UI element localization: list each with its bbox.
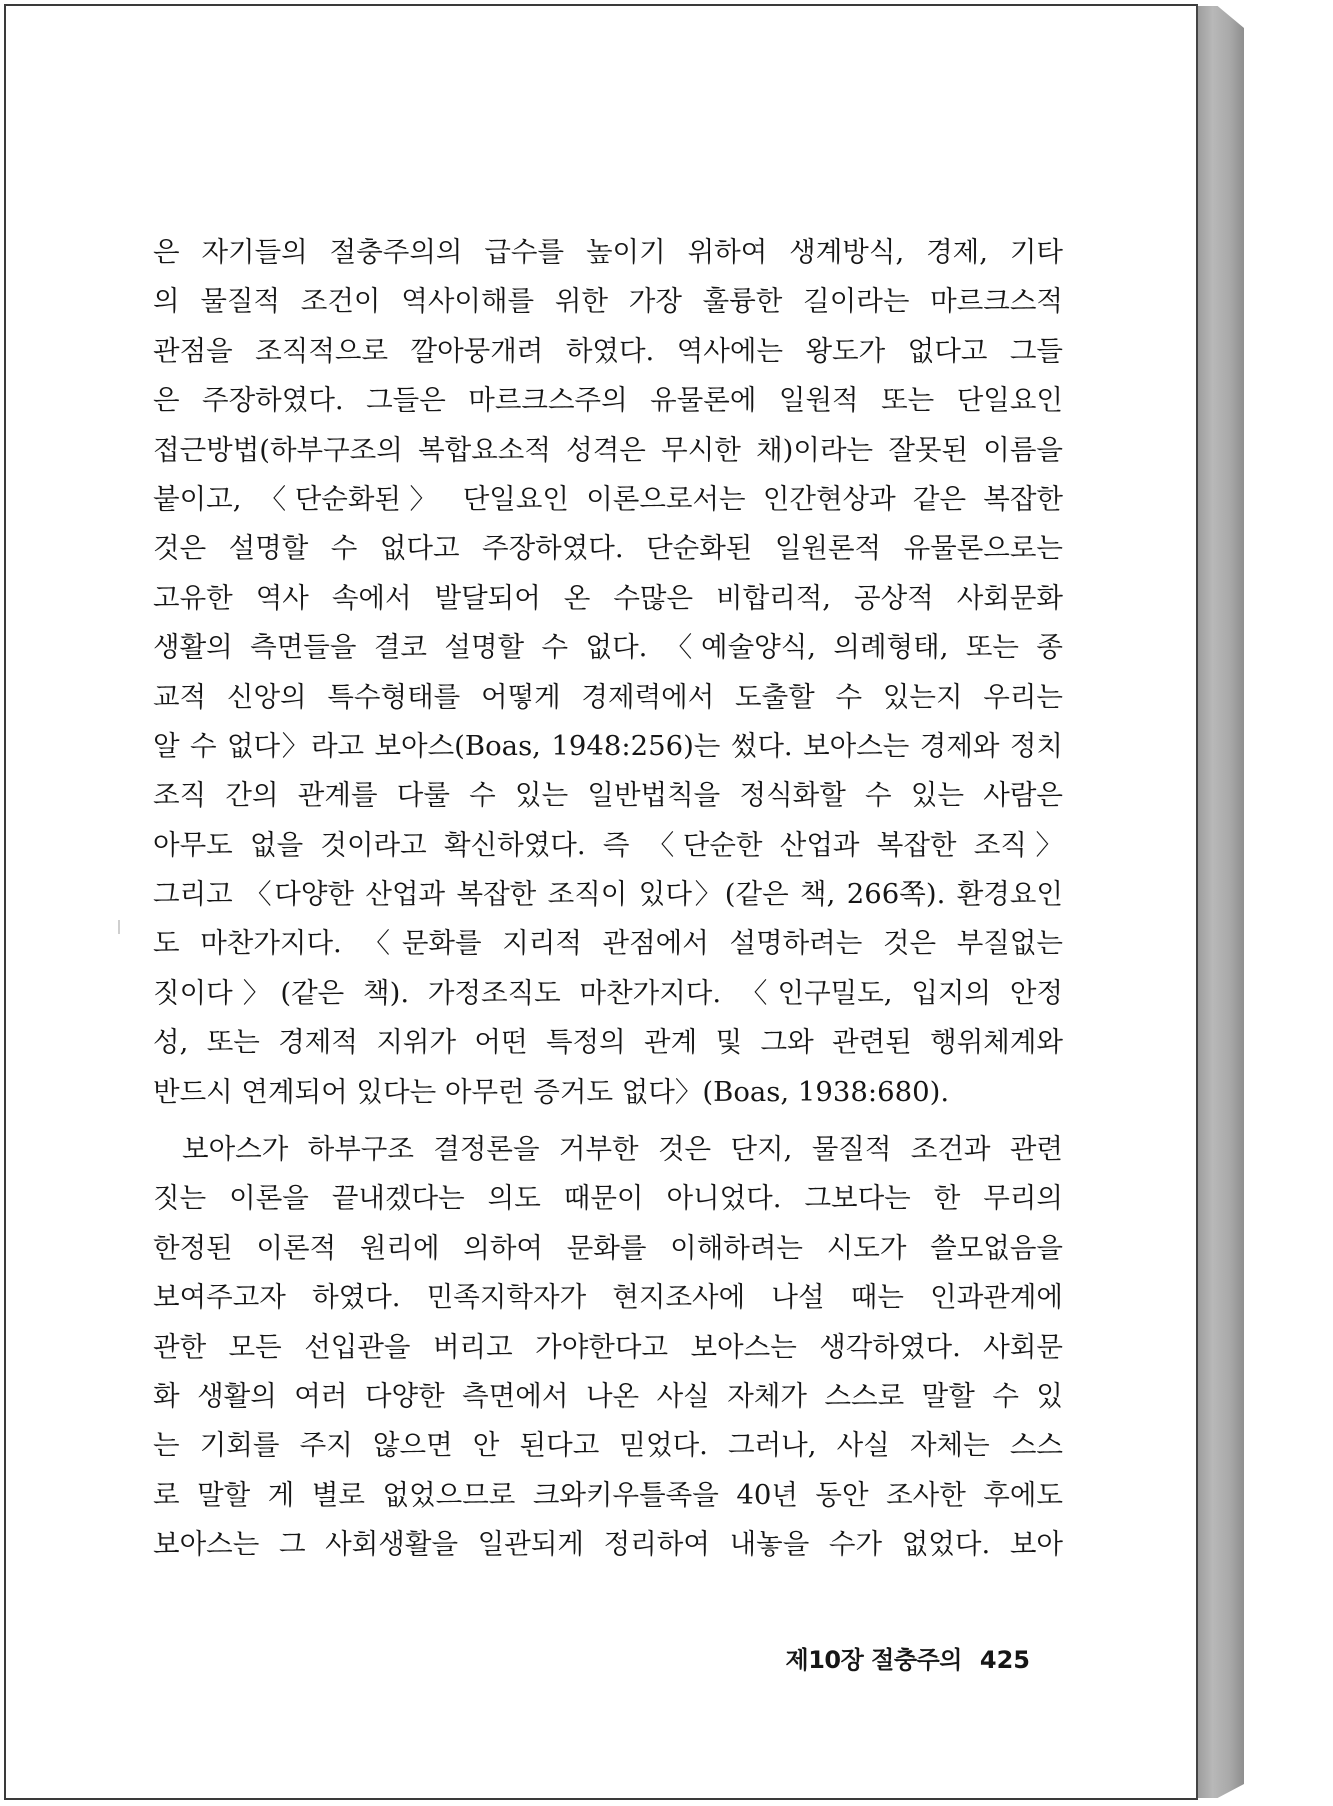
- text-line: 는 기회를 주지 않으면 안 된다고 믿었다. 그러나, 사실 자체는 스스: [153, 1429, 1063, 1462]
- text-line: 짓는 이론을 끝내겠다는 의도 때문이 아니었다. 그보다는 한 무리의: [153, 1182, 1063, 1215]
- text-line: 고유한 역사 속에서 발달되어 온 수많은 비합리적, 공상적 사회문화: [153, 581, 1063, 614]
- text-line: 것은 설명할 수 없다고 주장하였다. 단순화된 일원론적 유물론으로는: [153, 532, 1063, 565]
- text-line: 붙이고, 〈단순화된〉 단일요인 이론으로서는 인간현상과 같은 복잡한: [153, 482, 1063, 515]
- paragraph-1: [153, 228, 1063, 1117]
- text-line: 은 자기들의 절충주의의 급수를 높이기 위하여 생계방식, 경제, 기타: [153, 236, 1063, 268]
- text-line: 화 생활의 여러 다양한 측면에서 나온 사실 자체가 스스로 말할 수 있: [153, 1379, 1063, 1412]
- text-line: 짓이다〉(같은 책). 가정조직도 마찬가지다. 〈인구밀도, 입지의 안정: [153, 976, 1063, 1009]
- paragraph-gap: [153, 1117, 1063, 1125]
- text-line: 성, 또는 경제적 지위가 어떤 특정의 관계 및 그와 관련된 행위체계와: [153, 1026, 1063, 1059]
- text-line: 보여주고자 하였다. 민족지학자가 현지조사에 나설 때는 인과관계에: [153, 1281, 1063, 1314]
- text-line: 보아스는 그 사회생활을 일관되게 정리하여 내놓을 수가 없었다. 보아: [153, 1528, 1063, 1561]
- text-line: 그리고 〈다양한 산업과 복잡한 조직이 있다〉(같은 책, 266쪽). 환경요인: [153, 878, 1063, 911]
- text-line: 관점을 조직적으로 깔아뭉개려 하였다. 역사에는 왕도가 없다고 그들: [153, 334, 1063, 367]
- text-line: 교적 신앙의 특수형태를 어떻게 경제력에서 도출할 수 있는지 우리는: [153, 680, 1063, 713]
- text-line: 보아스가 하부구조 결정론을 거부한 것은 단지, 물질적 조건과 관련: [182, 1133, 1063, 1166]
- text-line: 알 수 없다〉라고 보아스(Boas, 1948:256)는 썼다. 보아스는 경제와 정치: [153, 729, 1063, 762]
- text-line: 관한 모든 선입관을 버리고 가야한다고 보아스는 생각하였다. 사회문: [153, 1330, 1063, 1363]
- paragraph-2: [153, 1125, 1063, 1570]
- text-line: 생활의 측면들을 결코 설명할 수 없다. 〈예술양식, 의례형태, 또는 종: [153, 631, 1063, 664]
- text-line: 로 말할 게 별로 없었으므로 크와키우틀족을 40년 동안 조사한 후에도: [153, 1478, 1063, 1511]
- text-line: 은 주장하였다. 그들은 마르크스주의 유물론에 일원적 또는 단일요인: [153, 384, 1063, 417]
- text-line: 한정된 이론적 원리에 의하여 문화를 이해하려는 시도가 쓸모없음을: [153, 1231, 1063, 1264]
- text-line: 의 물질적 조건이 역사이해를 위한 가장 훌륭한 길이라는 마르크스적: [153, 285, 1063, 318]
- running-footer: [770, 1640, 1030, 1675]
- margin-speck: [118, 920, 120, 934]
- text-line: 도 마찬가지다. 〈문화를 지리적 관점에서 설명하려는 것은 부질없는: [153, 927, 1063, 960]
- page-number: 425: [979, 1646, 1030, 1674]
- chapter-title: 제10장 절충주의: [785, 1646, 962, 1674]
- text-line: 접근방법(하부구조의 복합요소적 성격은 무시한 채)이라는 잘못된 이름을: [153, 433, 1063, 466]
- text-line: 조직 간의 관계를 다룰 수 있는 일반법칙을 정식화할 수 있는 사람은: [153, 779, 1063, 812]
- book-page-edge: [1196, 6, 1244, 1798]
- body-text: [153, 228, 1063, 1570]
- text-line: 아무도 없을 것이라고 확신하였다. 즉 〈단순한 산업과 복잡한 조직〉: [153, 828, 1063, 861]
- text-line: 반드시 연계되어 있다는 아무런 증거도 없다〉(Boas, 1938:680).: [153, 1075, 950, 1108]
